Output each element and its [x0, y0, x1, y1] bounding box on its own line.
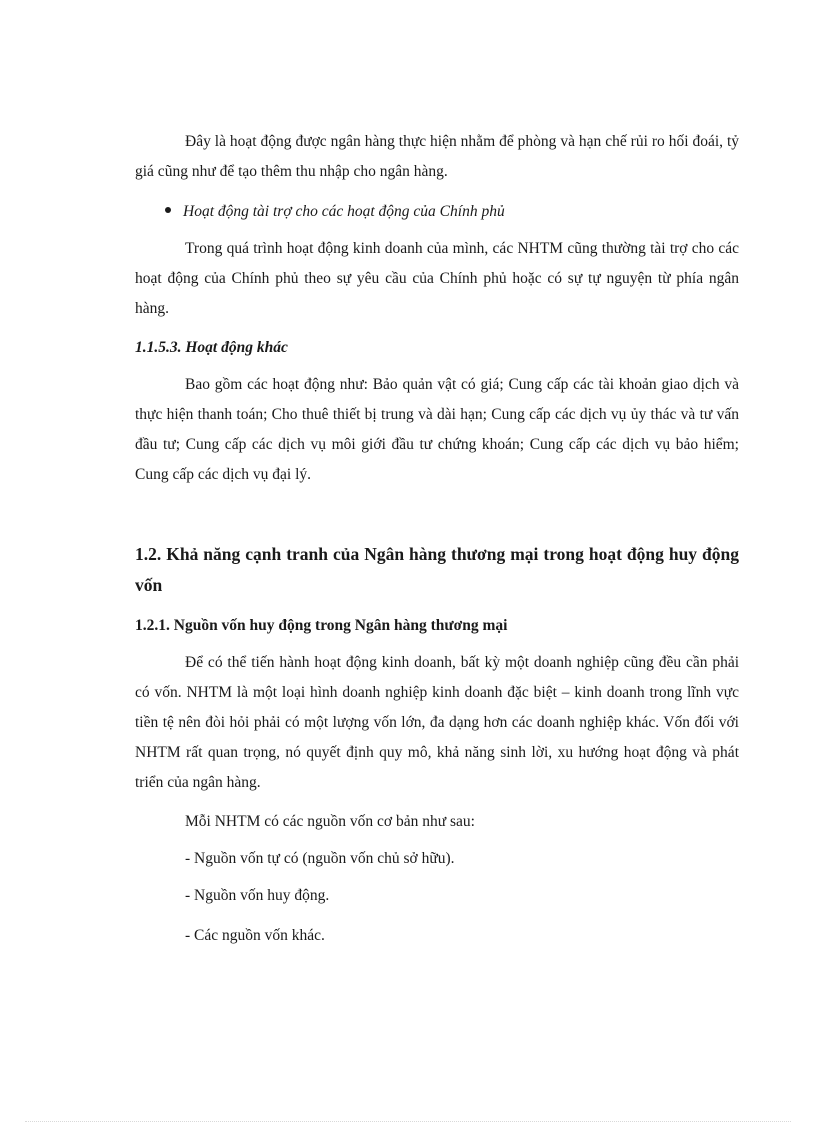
paragraph-text: Trong quá trình hoạt động kinh doanh của mình, các NHTM cũng thường tài trợ cho các hoạt động của Chính phủ theo sự yêu cầu của Chính phủ hoặc có sự tự nguyện từ phía ngân hàng.	[135, 240, 739, 317]
list-item: - Các nguồn vốn khác.	[185, 927, 325, 944]
paragraph-other-activities	[135, 370, 739, 490]
paragraph-text: Đây là hoạt động được ngân hàng thực hiện nhằm để phòng và hạn chế rủi ro hối đoái, tỷ giá cũng như để tạo thêm thu nhập cho ngân hàng.	[135, 133, 739, 180]
paragraph-capital	[135, 648, 739, 798]
list-item: - Nguồn vốn huy động.	[185, 887, 330, 904]
paragraph-capital-sources-intro: Mỗi NHTM có các nguồn vốn cơ bản như sau:	[185, 813, 475, 830]
section-heading-121: 1.2.1. Nguồn vốn huy động trong Ngân hàng thương mại	[135, 617, 508, 634]
paragraph-text: Bao gồm các hoạt động như: Bảo quản vật có giá; Cung cấp các tài khoản giao dịch và thực hiện thanh toán; Cho thuê thiết bị trung và dài hạn; Cung cấp các dịch vụ ủy thác và tư vấn đầu tư; Cung cấp các dịch vụ môi giới đầu tư chứng khoán; Cung cấp các dịch vụ bảo hiểm; Cung cấp các dịch vụ đại lý.	[135, 376, 739, 483]
paragraph-hedging	[135, 127, 739, 187]
section-heading-1153: 1.1.5.3. Hoạt động khác	[135, 339, 288, 356]
list-item: - Nguồn vốn tự có (nguồn vốn chủ sở hữu).	[185, 850, 455, 867]
paragraph-text: Để có thể tiến hành hoạt động kinh doanh, bất kỳ một doanh nghiệp cũng đều cần phải có vốn. NHTM là một loại hình doanh nghiệp kinh doanh đặc biệt – kinh doanh trong lĩnh vực tiền tệ nên đòi hỏi phải có một lượng vốn lớn, đa dạng hơn các doanh nghiệp khác. Vốn đối với NHTM rất quan trọng, nó quyết định quy mô, khả năng sinh lời, xu hướng hoạt động và phát triển của ngân hàng.	[135, 654, 739, 791]
bullet-text: Hoạt động tài trợ cho các hoạt động của Chính phủ	[183, 203, 505, 220]
page-bottom-divider	[25, 1121, 791, 1122]
bullet-icon	[165, 207, 171, 213]
bullet-item-government-financing	[165, 197, 505, 227]
section-heading-12: 1.2. Khả năng cạnh tranh của Ngân hàng thương mại trong hoạt động huy động vốn	[135, 544, 739, 595]
paragraph-government-financing	[135, 234, 739, 324]
